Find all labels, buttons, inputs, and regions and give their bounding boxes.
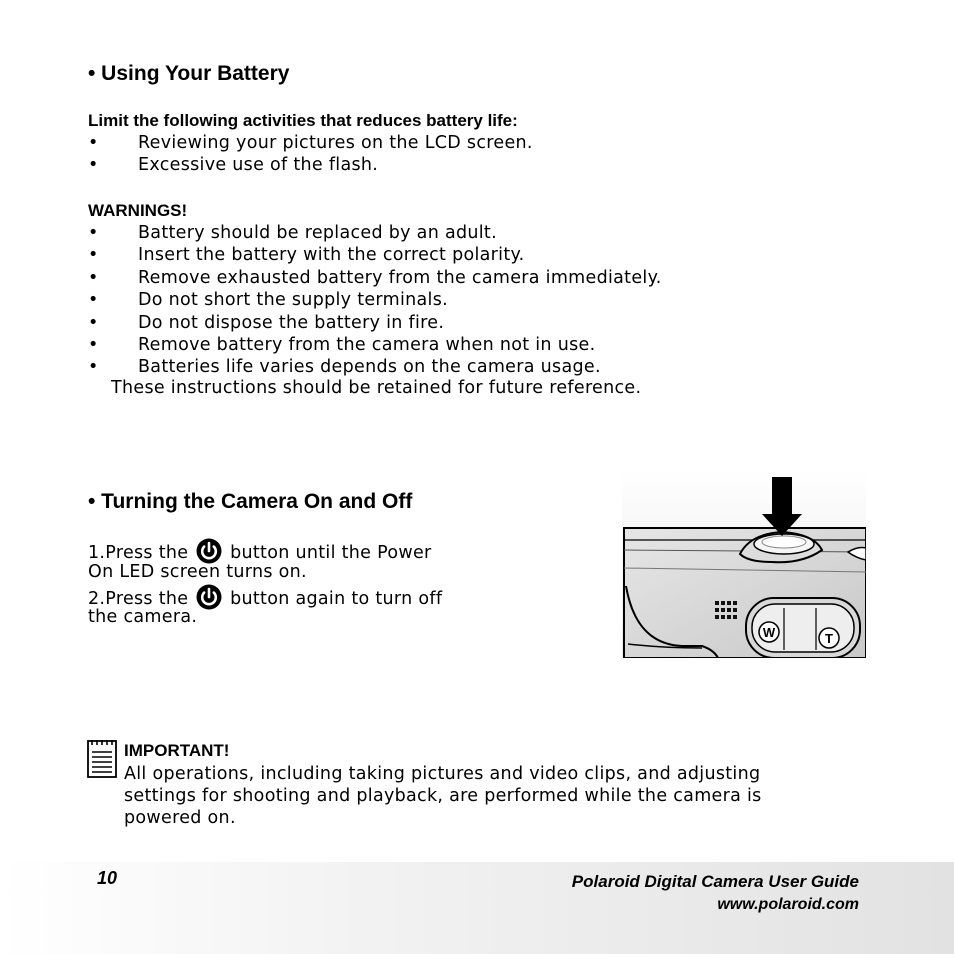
limit-activities-title: Limit the following activities that reduces battery life: xyxy=(88,111,518,130)
step-1-continued: On LED screen turns on. xyxy=(88,562,307,582)
bullet-icon: • xyxy=(88,357,99,378)
important-line-2: settings for shooting and playback, are performed while the camera is xyxy=(124,786,762,806)
list-item: • Battery should be replaced by an adult. xyxy=(88,223,497,243)
important-line-3: powered on. xyxy=(124,808,236,828)
list-item: • Remove exhausted battery from the camera immediately. xyxy=(88,267,662,288)
list-item: • Excessive use of the flash. xyxy=(88,155,379,176)
list-item: • Batteries life varies depends on the camera usage. xyxy=(88,357,601,378)
list-item: • Do not dispose the battery in fire. xyxy=(88,312,445,333)
zoom-wide-label: W xyxy=(762,625,776,640)
bullet-icon: • xyxy=(88,267,99,288)
page-number: 10 xyxy=(97,868,118,888)
camera-illustration xyxy=(622,468,866,658)
guide-title: Polaroid Digital Camera User Guide xyxy=(571,872,859,891)
step-1: 1.Press the button until the Power xyxy=(88,538,432,569)
section-heading-battery: • Using Your Battery xyxy=(88,62,290,85)
retain-note: These instructions should be retained for future reference. xyxy=(111,378,642,398)
list-item: • Insert the battery with the correct polarity. xyxy=(88,245,525,266)
step-2: 2.Press the button again to turn off xyxy=(88,584,442,615)
list-item: • Reviewing your pictures on the LCD screen. xyxy=(88,133,533,153)
bullet-icon: • xyxy=(88,133,99,153)
website-url: www.polaroid.com xyxy=(717,896,859,913)
zoom-tele-label: T xyxy=(825,631,833,646)
warnings-title: WARNINGS! xyxy=(88,201,188,220)
step-2-continued: the camera. xyxy=(88,607,198,627)
bullet-icon: • xyxy=(88,155,99,176)
limit-activities-list xyxy=(88,132,533,177)
section-heading-power: • Turning the Camera On and Off xyxy=(88,490,413,513)
list-item: • Remove battery from the camera when not in use. xyxy=(88,334,596,355)
important-title: IMPORTANT! xyxy=(124,741,230,760)
page-footer xyxy=(0,862,954,954)
bullet-icon: • xyxy=(88,334,99,355)
bullet-icon: • xyxy=(88,290,99,311)
warnings-list xyxy=(88,222,662,379)
bullet-icon: • xyxy=(88,312,99,333)
power-icon xyxy=(196,584,222,615)
list-item: • Do not short the supply terminals. xyxy=(88,290,448,311)
bullet-icon: • xyxy=(88,245,99,266)
important-line-1: All operations, including taking pictures and video clips, and adjusting xyxy=(124,764,761,784)
bullet-icon: • xyxy=(88,223,99,243)
memo-icon xyxy=(87,740,117,782)
